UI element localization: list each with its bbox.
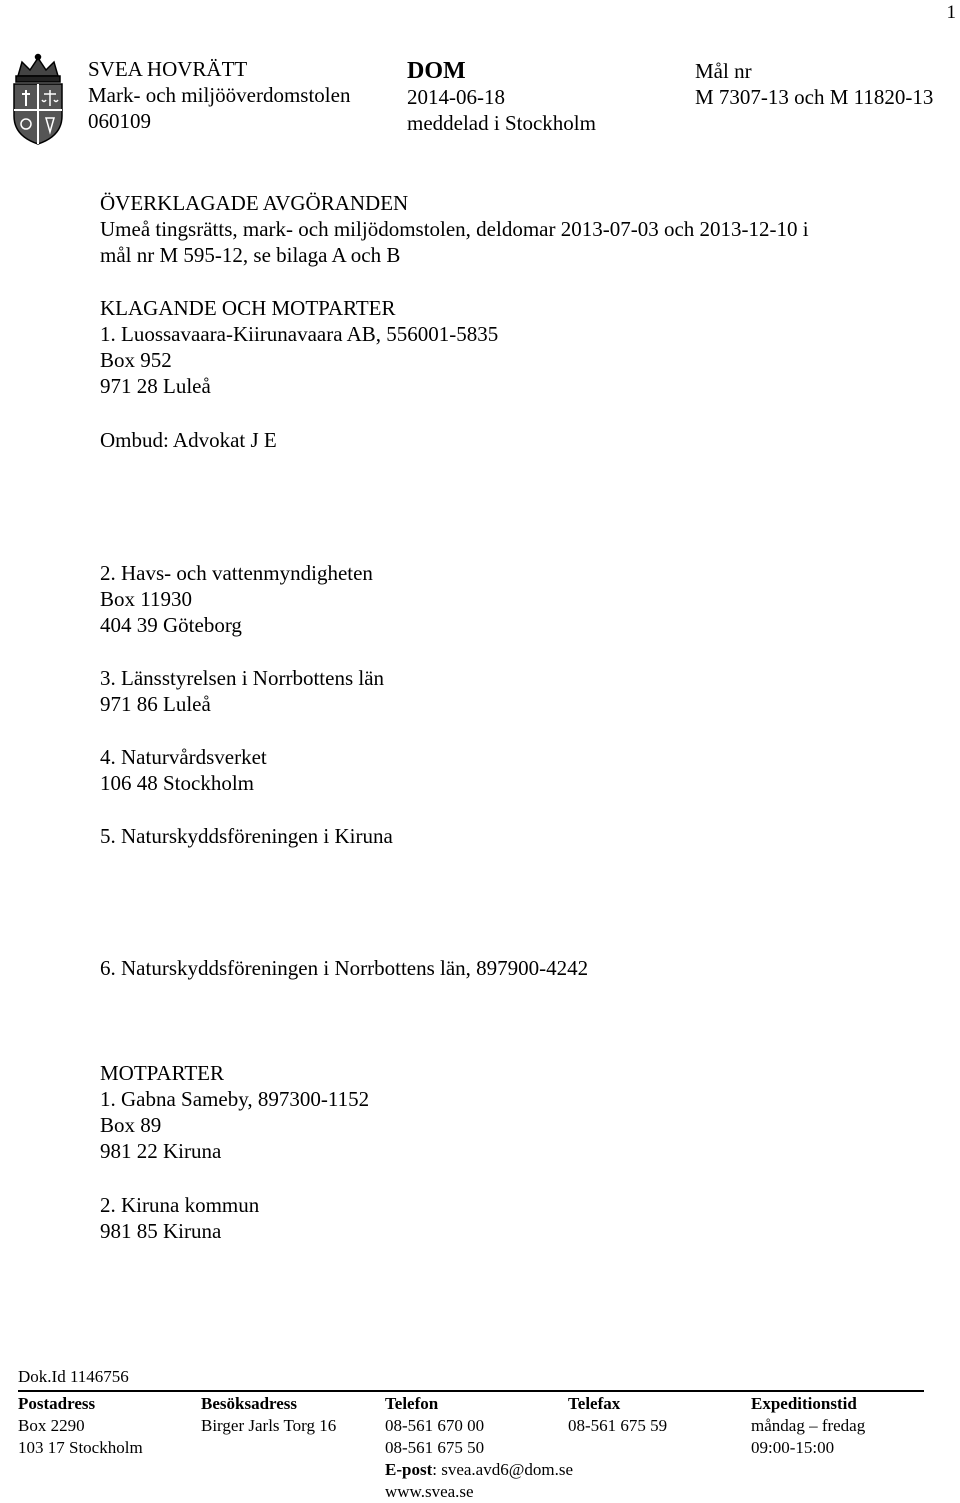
case-numbers: M 7307-13 och M 11820-13 xyxy=(695,85,934,109)
email-address[interactable]: : svea.avd6@dom.se xyxy=(432,1460,573,1479)
footer-postal xyxy=(18,1393,143,1459)
phone-2: 08-561 675 50 xyxy=(385,1438,485,1457)
fax-label: Telefax xyxy=(568,1394,621,1413)
party-1-counsel: Ombud: Advokat J E xyxy=(100,428,277,452)
phone-1: 08-561 670 00 xyxy=(385,1416,485,1435)
document-type: DOM xyxy=(407,58,466,84)
fax-number: 08-561 675 59 xyxy=(568,1416,668,1435)
party-1-city: 971 28 Luleå xyxy=(100,374,211,398)
email-label: E-post xyxy=(385,1460,433,1479)
footer-hours xyxy=(751,1393,865,1459)
appealed-decisions-section xyxy=(100,190,809,268)
visit-address: Birger Jarls Torg 16 xyxy=(201,1416,337,1435)
party-4-name: 4. Naturvårdsverket xyxy=(100,745,267,769)
appellants-heading: KLAGANDE OCH MOTPARTER xyxy=(100,296,396,320)
postal-city: 103 17 Stockholm xyxy=(18,1438,143,1457)
respondent-2 xyxy=(100,1192,259,1244)
footer-phone xyxy=(385,1393,573,1503)
respondents-heading: MOTPARTER xyxy=(100,1061,224,1085)
issued-location: meddelad i Stockholm xyxy=(407,111,596,135)
court-name: SVEA HOVRÄTT xyxy=(88,57,248,81)
hours-label: Expeditionstid xyxy=(751,1394,857,1413)
respondent-2-name: 2. Kiruna kommun xyxy=(100,1193,260,1217)
case-label: Mål nr xyxy=(695,59,752,83)
party-2-box: Box 11930 xyxy=(100,587,192,611)
party-1-name: 1. Luossavaara-Kiirunavaara AB, 556001-5835 xyxy=(100,322,499,346)
respondent-2-city: 981 85 Kiruna xyxy=(100,1219,222,1243)
respondent-1-name: 1. Gabna Sameby, 897300-1152 xyxy=(100,1087,370,1111)
party-2-name: 2. Havs- och vattenmyndigheten xyxy=(100,561,373,585)
appellants-section xyxy=(100,295,498,399)
phone-label: Telefon xyxy=(385,1394,439,1413)
page-number: 1 xyxy=(946,2,956,23)
court-division: Mark- och miljööverdomstolen xyxy=(88,83,351,107)
court-code: 060109 xyxy=(88,109,151,133)
footer-fax xyxy=(568,1393,667,1437)
party-4 xyxy=(100,744,267,796)
appealed-line-2: mål nr M 595-12, se bilaga A och B xyxy=(100,243,401,267)
appealed-heading: ÖVERKLAGADE AVGÖRANDEN xyxy=(100,191,409,215)
footer-visit xyxy=(201,1393,336,1437)
party-4-city: 106 48 Stockholm xyxy=(100,771,255,795)
court-coat-of-arms-logo xyxy=(4,52,72,148)
respondents-section xyxy=(100,1060,369,1164)
party-6-name: 6. Naturskyddsföreningen i Norrbottens län, 897900-4242 xyxy=(100,956,589,980)
party-1-box: Box 952 xyxy=(100,348,172,372)
party-3-city: 971 86 Luleå xyxy=(100,692,211,716)
visit-label: Besöksadress xyxy=(201,1394,298,1413)
party-5-name: 5. Naturskyddsföreningen i Kiruna xyxy=(100,824,393,848)
postal-box: Box 2290 xyxy=(18,1416,85,1435)
case-header xyxy=(695,58,933,110)
party-3 xyxy=(100,665,384,717)
court-header xyxy=(88,56,350,134)
party-2-city: 404 39 Göteborg xyxy=(100,613,242,637)
document-date: 2014-06-18 xyxy=(407,85,505,109)
respondent-1-box: Box 89 xyxy=(100,1113,162,1137)
party-3-name: 3. Länsstyrelsen i Norrbottens län xyxy=(100,666,385,690)
footer-divider xyxy=(18,1390,924,1392)
email-line xyxy=(385,1459,573,1481)
postal-label: Postadress xyxy=(18,1394,96,1413)
respondent-1-city: 981 22 Kiruna xyxy=(100,1139,222,1163)
office-days: måndag – fredag xyxy=(751,1416,866,1435)
party-2 xyxy=(100,560,373,638)
document-header xyxy=(407,58,596,136)
document-id: Dok.Id 1146756 xyxy=(18,1367,129,1386)
appealed-line-1: Umeå tingsrätts, mark- och miljödomstolen, deldomar 2013-07-03 och 2013-12-10 i xyxy=(100,217,809,241)
office-hours: 09:00-15:00 xyxy=(751,1438,835,1457)
website-link[interactable]: www.svea.se xyxy=(385,1482,474,1501)
